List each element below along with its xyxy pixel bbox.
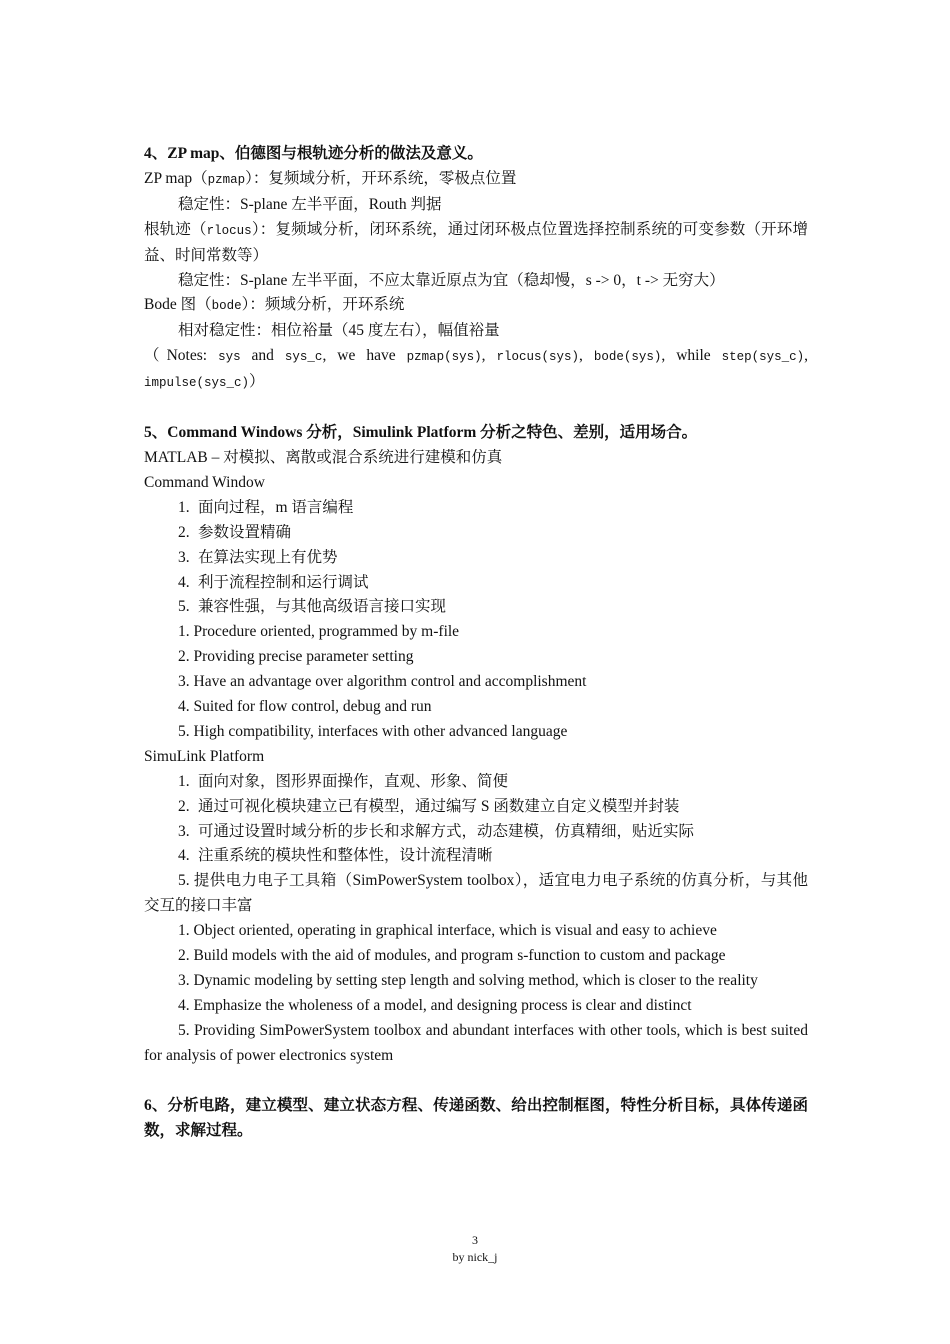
notes-text: , (481, 347, 497, 365)
command-window-title: Command Window (144, 473, 265, 491)
notes-close: ） (249, 373, 265, 391)
zpmap-desc: ）：复频域分析，开环系统，零极点位置 (245, 169, 517, 187)
bode-desc: ）：频域分析，开环系统 (241, 296, 405, 314)
notes-text: and (240, 347, 285, 365)
list-item (144, 521, 808, 546)
rlocus-code: rlocus (206, 223, 252, 238)
zpmap-stability: 稳定性：S-plane 左半平面，Routh 判据 (178, 195, 442, 213)
list-item-en: 3. Dynamic modeling by setting step length and solving method, which is closer to the reality (178, 972, 758, 989)
bode-stability: 相对稳定性：相位裕量（45 度左右），幅值裕量 (178, 322, 500, 340)
matlab-line: MATLAB – 对模拟、离散或混合系统进行建模和仿真 (144, 448, 503, 466)
item-number: 3. (178, 822, 190, 840)
item-text: 面向过程，m 语言编程 (198, 498, 354, 516)
notes-text: , (578, 347, 594, 365)
list-item-en: 1. Procedure oriented, programmed by m-file (178, 623, 460, 641)
notes-code-pzmap: pzmap(sys) (406, 350, 482, 365)
rlocus-label: 根轨迹（ (144, 220, 207, 238)
item-text: 面向对象，图形界面操作，直观、形象、简便 (198, 772, 509, 790)
page-footer (0, 1232, 950, 1266)
list-item-en: 2. Providing precise parameter setting (178, 648, 414, 666)
notes-code-rlocus: rlocus(sys) (496, 350, 579, 365)
zpmap-label: ZP map（ (144, 169, 208, 187)
list-item-en: 5. High compatibility, interfaces with other advanced language (178, 722, 568, 740)
item-number: 4. (178, 847, 190, 865)
list-item-en: 4. Emphasize the wholeness of a model, and designing process is clear and distinct (178, 996, 692, 1014)
list-item (144, 795, 808, 820)
item-text: 注重系统的模块性和整体性，设计流程清晰 (198, 847, 493, 865)
item-number: 2. (178, 523, 190, 541)
list-item (144, 770, 808, 795)
item-text: 参数设置精确 (198, 523, 292, 541)
item-text: 通过可视化模块建立已有模型，通过编写 S 函数建立自定义模型并封装 (198, 797, 680, 815)
page-number: 3 (472, 1233, 478, 1247)
notes-code-step: step(sys_c) (721, 350, 805, 365)
item-number: 5. (178, 598, 190, 616)
rlocus-paragraph (144, 218, 808, 269)
spacer (144, 1069, 808, 1094)
notes-open: （Notes: (144, 347, 219, 365)
notes-code-sys: sys (218, 350, 241, 365)
list-item (144, 571, 808, 596)
page-content (144, 142, 808, 1143)
item-number: 2. (178, 797, 190, 815)
list-item-en: 3. Have an advantage over algorithm control and accomplishment (178, 673, 587, 691)
spacer (144, 396, 808, 421)
notes-code-bode: bode(sys) (593, 350, 662, 365)
item-number: 1. (178, 772, 190, 790)
item-text: 兼容性强，与其他高级语言接口实现 (198, 598, 447, 616)
item-number: 4. (178, 573, 190, 591)
zpmap-code: pzmap (207, 172, 246, 187)
list-item-en: 1. Object oriented, operating in graphical interface, which is visual and easy to achieve (178, 922, 717, 940)
list-item-en: 4. Suited for flow control, debug and run (178, 698, 432, 716)
item-text: 在算法实现上有优势 (198, 548, 338, 566)
zpmap-line (144, 167, 808, 193)
item-text: 可通过设置时域分析的步长和求解方式，动态建模，仿真精细，贴近实际 (198, 822, 695, 840)
item-text: 利于流程控制和运行调试 (198, 573, 369, 591)
simulink-title: SimuLink Platform (144, 747, 265, 765)
list-item (144, 595, 808, 620)
list-item-en: 2. Build models with the aid of modules, and program s-function to custom and package (178, 947, 726, 965)
notes-paragraph (144, 344, 808, 396)
section-4-heading: 4、ZP map、伯德图与根轨迹分析的做法及意义。 (144, 145, 483, 162)
notes-text: , we have (322, 347, 407, 365)
item-number: 3. (178, 548, 190, 566)
rlocus-stability: 稳定性：S-plane 左半平面，不应太靠近原点为宜（稳却慢，s -> 0，t -> 无穷大） (178, 271, 725, 289)
list-item (144, 496, 808, 521)
notes-code-sysc: sys_c (284, 350, 323, 365)
list-item-wrapped: 5. 提供电力电子工具箱（SimPowerSystem toolbox），适宜电力电子系统的仿真分析，与其他交互的接口丰富 (144, 872, 808, 915)
section-6-heading: 6、分析电路，建立模型、建立状态方程、传递函数、给出控制框图，特性分析目标，具体传递函数，求解过程。 (144, 1096, 808, 1139)
bode-line (144, 293, 808, 319)
bode-code: bode (211, 299, 242, 314)
notes-text: , while (661, 347, 722, 365)
bode-label: Bode 图（ (144, 296, 212, 314)
footer-author: by nick_j (452, 1250, 498, 1264)
list-item-en-wrapped: 5. Providing SimPowerSystem toolbox and abundant interfaces with other tools, which is best suited for analysis of power electronics system (144, 1021, 808, 1064)
item-number: 1. (178, 498, 190, 516)
notes-text: , (804, 347, 809, 365)
notes-code-impulse: impulse(sys_c) (144, 376, 250, 391)
list-item (144, 820, 808, 845)
rlocus-desc: ）：复频域分析，闭环系统，通过闭环极点位置选择控制系统的可变参数（开环增益、时间常数等） (144, 220, 808, 264)
list-item (144, 844, 808, 869)
section-5-heading: 5、Command Windows 分析，Simulink Platform 分析之特色、差别，适用场合。 (144, 424, 698, 442)
list-item (144, 546, 808, 571)
